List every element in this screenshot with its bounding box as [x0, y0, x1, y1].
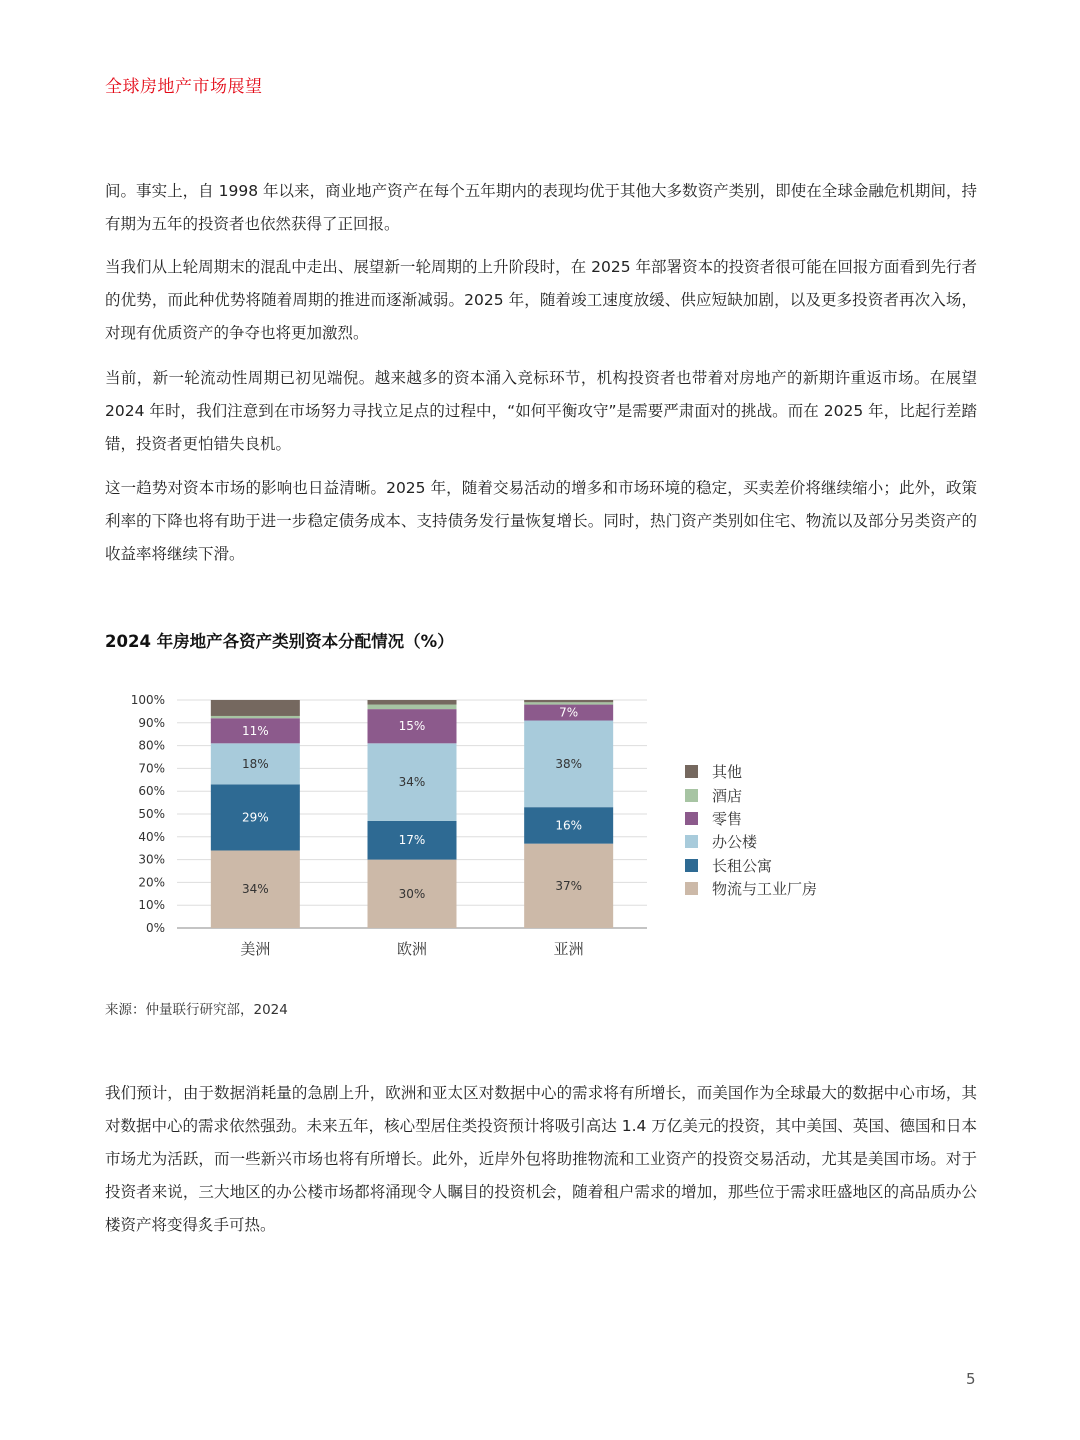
data-label: 7% — [559, 705, 579, 720]
data-label: 38% — [555, 756, 583, 771]
legend-label: 物流与工业厂房 — [712, 880, 818, 899]
legend-label: 长租公寓 — [712, 856, 773, 875]
paragraph-1: 间。事实上，自 1998 年以来，商业地产资产在每个五年期内的表现均优于其他大多数资产类别，即使在全球金融危机期间，持有期为五年的投资者也依然获得了正回报。 — [105, 182, 977, 233]
legend-swatch — [685, 812, 698, 825]
paragraph-2: 当我们从上轮周期末的混乱中走出、展望新一轮周期的上升阶段时，在 2025 年部署资本的投资者很可能在回报方面看到先行者的优势，而此种优势将随着周期的推进而逐渐减弱。2025 年，随着竣工速度放缓、供应短缺加剧，以及更多投资者再次入场，对现有优质资产的争夺也将更加激烈。 — [105, 258, 977, 342]
bar-segment — [211, 716, 300, 718]
legend-swatch — [685, 859, 698, 872]
legend-item — [685, 760, 817, 783]
data-label: 34% — [398, 775, 426, 790]
y-tick-label: 20% — [138, 875, 165, 890]
legend-swatch — [685, 765, 698, 778]
x-tick-label: 美洲 — [240, 940, 271, 958]
chart-title: 2024 年房地产各资产类别资本分配情况（%） — [105, 632, 454, 651]
legend-label: 酒店 — [712, 786, 743, 805]
data-label: 18% — [241, 756, 269, 771]
chart-legend — [685, 760, 817, 900]
y-tick-label: 70% — [138, 761, 165, 776]
x-tick-label: 欧洲 — [396, 940, 428, 958]
legend-label: 办公楼 — [712, 833, 758, 852]
bar-segment — [524, 700, 613, 702]
legend-item — [685, 854, 817, 877]
y-tick-label: 30% — [138, 852, 165, 867]
data-label: 29% — [241, 810, 269, 825]
y-tick-label: 50% — [138, 807, 165, 821]
data-label: 37% — [555, 878, 583, 893]
paragraph-5: 我们预计，由于数据消耗量的急剧上升，欧洲和亚太区对数据中心的需求将有所增长，而美国作为全球最大的数据中心市场，其对数据中心的需求依然强劲。未来五年，核心型居住类投资预计将吸引高达 1.4 万亿美元的投资，其中美国、英国、德国和日本市场尤为活跃，而一些新兴市场也将有所增长。此外，近岸外包将助推物流和工业资产的投资交易活动，尤其是美国市场。对于投资者来说，三大地区的办公楼市场都将涌现令人瞩目的投资机会，随着租户需求的增加，那些位于需求旺盛地区的高品质办公楼资产将变得炙手可热。 — [105, 1084, 977, 1234]
bar-segment — [211, 700, 300, 716]
legend-item — [685, 783, 817, 806]
report-header-title: 全球房地产市场展望 — [105, 77, 263, 97]
stacked-bar-chart — [105, 685, 665, 970]
chart-source: 来源：仲量联行研究部，2024 — [105, 1002, 288, 1018]
y-tick-label: 100% — [130, 693, 165, 707]
data-label: 17% — [398, 833, 426, 848]
y-tick-label: 60% — [138, 784, 165, 799]
legend-swatch — [685, 882, 698, 895]
legend-item — [685, 877, 817, 900]
legend-label: 其他 — [712, 763, 743, 782]
y-tick-label: 40% — [138, 829, 165, 844]
paragraph-3: 当前，新一轮流动性周期已初见端倪。越来越多的资本涌入竞标环节，机构投资者也带着对房地产的新期许重返市场。在展望 2024 年时，我们注意到在市场努力寻找立足点的过程中，“如何平衡攻守”是需要严肃面对的挑战。而在 2025 年，比起行差踏错，投资者更怕错失良机。 — [105, 369, 977, 453]
legend-swatch — [685, 789, 698, 802]
y-tick-label: 0% — [145, 921, 165, 935]
legend-item — [685, 807, 817, 830]
data-label: 30% — [398, 886, 426, 901]
legend-item — [685, 830, 817, 853]
page-number: 5 — [966, 1370, 976, 1388]
x-tick-label: 亚洲 — [553, 940, 584, 958]
data-label: 16% — [555, 818, 583, 833]
data-label: 11% — [241, 723, 269, 738]
paragraph-4: 这一趋势对资本市场的影响也日益清晰。2025 年，随着交易活动的增多和市场环境的稳定，买卖差价将继续缩小；此外，政策利率的下降也将有助于进一步稳定债务成本、支持债务发行量恢复增长。同时，热门资产类别如住宅、物流以及部分另类资产的收益率将继续下滑。 — [105, 479, 977, 563]
bar-segment — [368, 705, 457, 710]
legend-swatch — [685, 835, 698, 848]
data-label: 15% — [398, 719, 426, 734]
y-tick-label: 10% — [138, 898, 165, 913]
bar-segment — [368, 700, 457, 705]
y-tick-label: 80% — [138, 738, 165, 753]
bar-segment — [524, 702, 613, 704]
data-label: 34% — [241, 882, 269, 897]
y-tick-label: 90% — [138, 715, 165, 730]
legend-label: 零售 — [712, 809, 743, 828]
